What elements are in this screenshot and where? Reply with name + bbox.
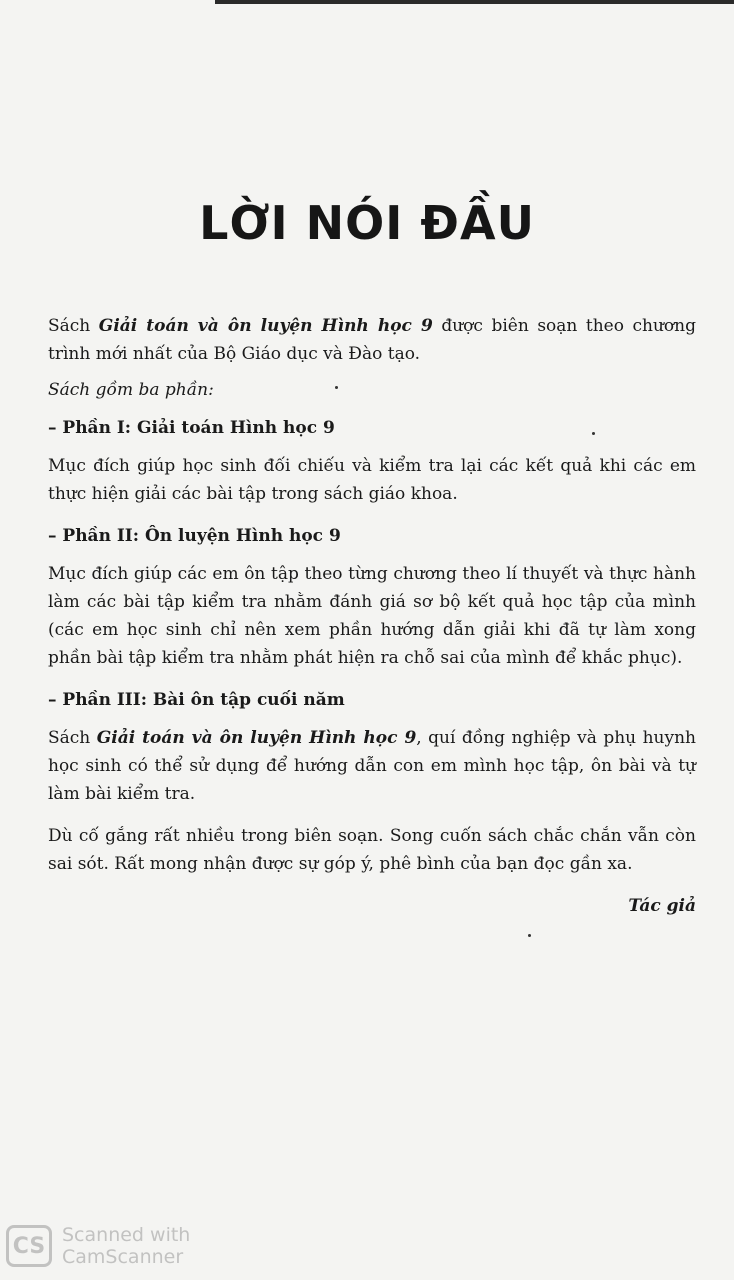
watermark-line1: Scanned with [62,1224,191,1246]
parts-intro: Sách gồm ba phần: [48,380,214,400]
part3-heading: – Phần III: Bài ôn tập cuối năm [48,690,345,710]
watermark-line2: CamScanner [62,1246,184,1268]
book-title: Giải toán và ôn luyện Hình học 9 [96,728,417,748]
part3-body: Sách Giải toán và ôn luyện Hình học 9, quí đồng nghiệp và phụ huynh học sinh có thể sử dụng để hướng dẫn con em mình học tập, ôn bài và tự làm bài kiểm tra. [48,728,697,804]
camscanner-logo-icon: CS [6,1225,52,1267]
part1-body: Mục đích giúp học sinh đối chiếu và kiểm tra lại các kết quả khi các em thực hiện giải các bài tập trong sách giáo khoa. [48,456,696,504]
closing-paragraph: Dù cố gắng rất nhiều trong biên soạn. Song cuốn sách chắc chắn vẫn còn sai sót. Rất mong nhận được sự góp ý, phê bình của bạn đọc gần xa. [48,826,696,874]
intro-paragraph: Sách Giải toán và ôn luyện Hình học 9 được biên soạn theo chương trình mới nhất của Bộ Giáo dục và Đào tạo. [48,316,696,364]
part1-heading: – Phần I: Giải toán Hình học 9 [48,418,335,438]
page-title: LỜI NÓI ĐẦU [199,196,535,250]
book-title: Giải toán và ôn luyện Hình học 9 [98,316,433,336]
page-top-edge [215,0,734,4]
scan-speck [528,934,531,937]
signature: Tác giả [628,896,696,916]
preface-body [48,312,696,920]
part2-heading: – Phần II: Ôn luyện Hình học 9 [48,526,341,546]
part2-body: Mục đích giúp các em ôn tập theo từng chương theo lí thuyết và thực hành làm các bài tập kiểm tra nhằm đánh giá sơ bộ kết quả học tập của mình (các em học sinh chỉ nên xem phần hướng dẫn giải khi đã tự làm xong phần bài tập kiểm tra nhằm phát hiện ra chỗ sai của mình để khắc phục). [48,564,696,668]
scan-speck [335,386,338,389]
scan-speck [592,432,595,435]
camscanner-watermark [6,1224,190,1268]
